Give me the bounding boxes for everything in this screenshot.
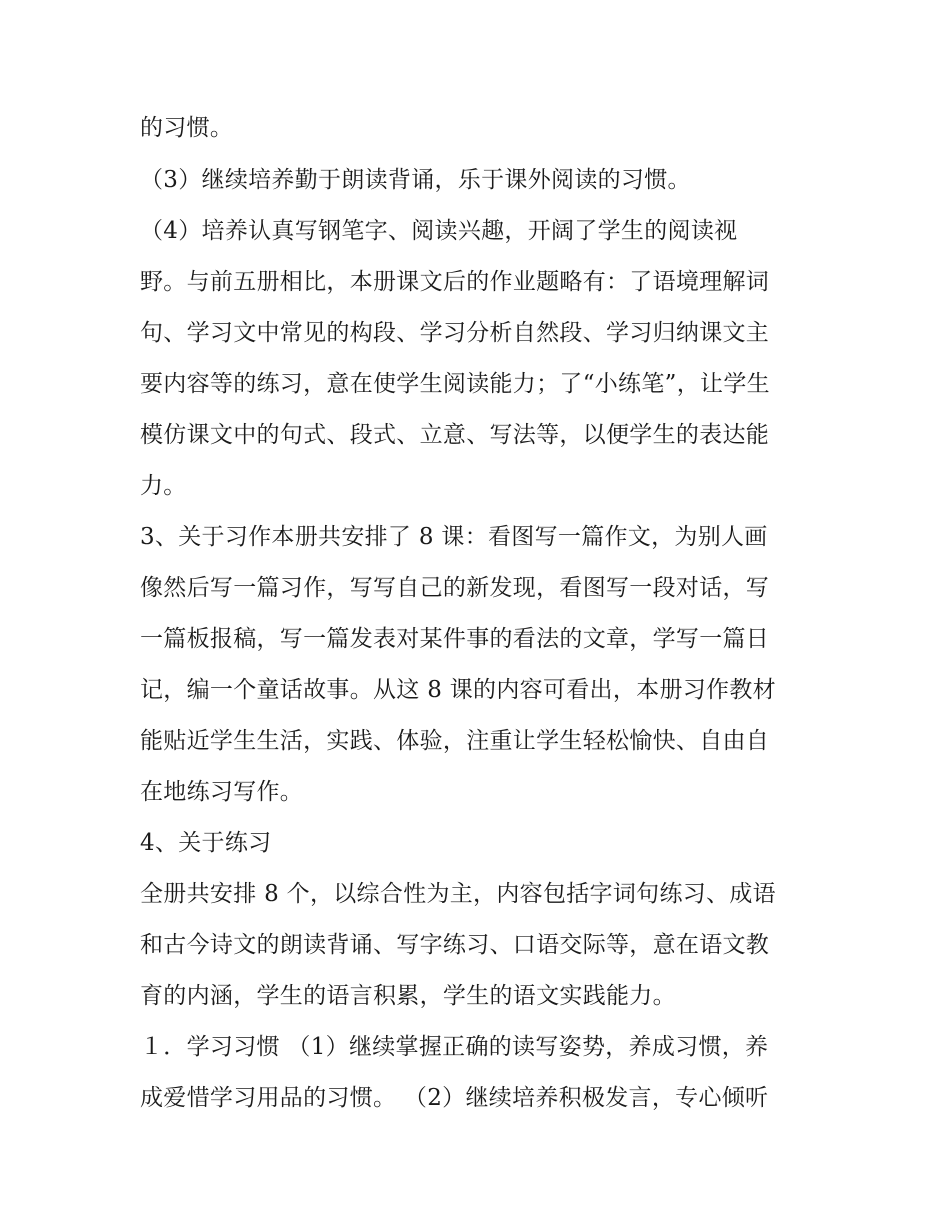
text-line: （4）培养认真写钢笔字、阅读兴趣，开阔了学生的阅读视 — [140, 218, 738, 244]
text-line: 野。与前五册相比，本册课文后的作业题略有：了语境理解词 — [140, 269, 770, 295]
text-line: 记，编一个童话故事。从这 8 课的内容可看出，本册习作教材 — [140, 677, 776, 703]
text-line: １．学习习惯 （1）继续掌握正确的读写姿势，养成习惯，养 — [140, 1034, 769, 1060]
text-line: 全册共安排 8 个，以综合性为主，内容包括字词句练习、成语 — [140, 881, 776, 907]
text-line: 的习惯。 — [140, 115, 234, 141]
text-line: 3、关于习作本册共安排了 8 课：看图写一篇作文，为别人画 — [140, 524, 768, 550]
text-line: 育的内涵，学生的语言积累，学生的语文实践能力。 — [140, 983, 676, 1009]
text-line: 在地练习写作。 — [140, 779, 304, 805]
text-line: 模仿课文中的句式、段式、立意、写法等，以便学生的表达能 — [140, 422, 770, 448]
text-line: 和古今诗文的朗读背诵、写字练习、口语交际等，意在语文教 — [140, 932, 770, 958]
text-line: 句、学习文中常见的构段、学习分析自然段、学习归纳课文主 — [140, 320, 770, 346]
text-line: 一篇板报稿，写一篇发表对某件事的看法的文章，学写一篇日 — [140, 626, 770, 652]
text-line: 像然后写一篇习作，写写自己的新发现，看图写一段对话，写 — [140, 575, 770, 601]
text-line: （3）继续培养勤于朗读背诵，乐于课外阅读的习惯。 — [140, 167, 691, 193]
text-line: 成爱惜学习用品的习惯。 （2）继续培养积极发言，专心倾听 — [140, 1085, 769, 1111]
text-line: 能贴近学生生活，实践、体验，注重让学生轻松愉快、自由自 — [140, 728, 770, 754]
text-line: 4、关于练习 — [140, 830, 272, 856]
text-line: 力。 — [140, 473, 187, 499]
text-line: 要内容等的练习，意在使学生阅读能力；了“小练笔”，让学生 — [140, 371, 770, 397]
